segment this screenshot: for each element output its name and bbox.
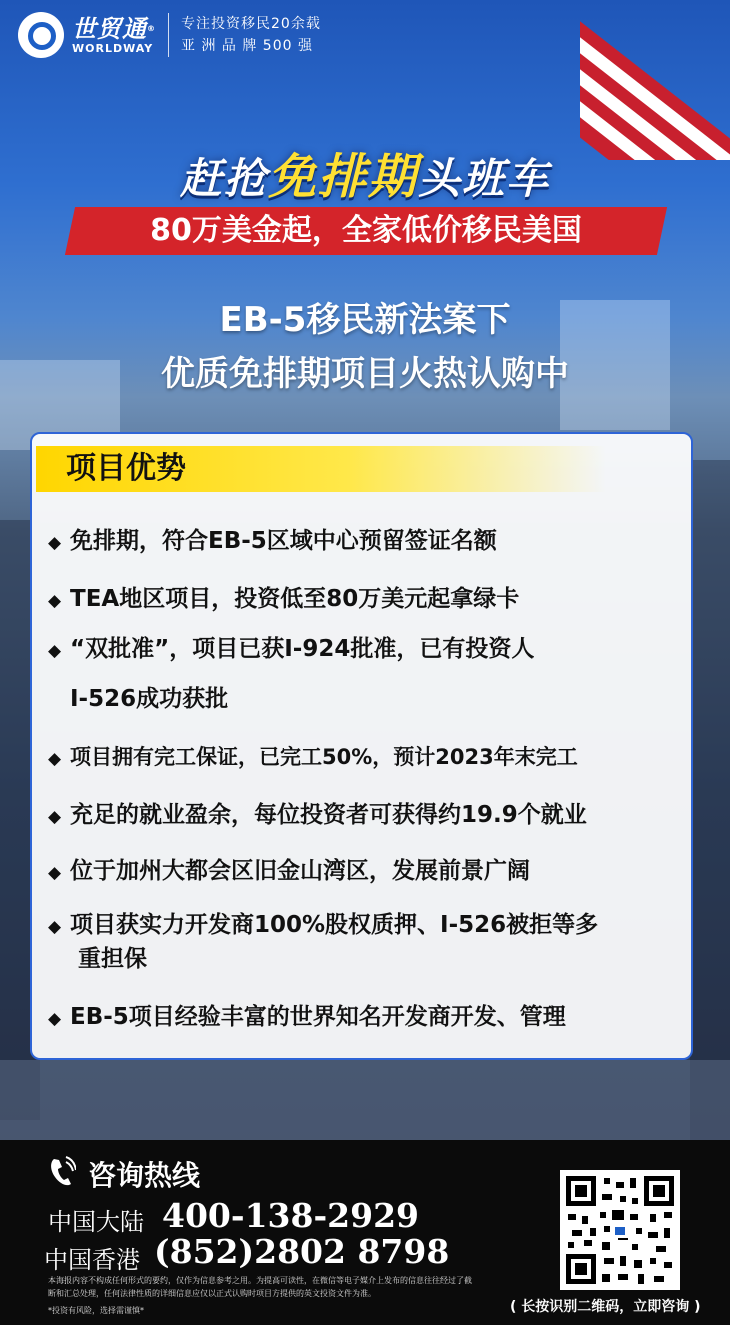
hotline-title: 咨询热线 <box>88 1159 201 1192</box>
diamond-bullet-icon: ◆ <box>48 807 62 827</box>
hero-ribbon-text: 80万美金起，全家低价移民美国 <box>150 213 582 248</box>
hk-label: 中国香港 <box>44 1246 140 1274</box>
list-item-continuation: I-526成功获批 <box>70 686 229 712</box>
hero-subtitle-1: EB-5移民新法案下 <box>219 300 511 340</box>
brand-logo <box>18 12 321 58</box>
hero-subtitle-2: 优质免排期项目火热认购中 <box>161 354 569 394</box>
disclaimer-line-1: 本海报内容不构成任何形式的要约，仅作为信息参考之用。为提高可读性，在微信等电子媒介上发布的信息往往经过了截 <box>48 1276 472 1285</box>
advantages-card <box>30 432 693 1060</box>
diamond-bullet-icon: ◆ <box>48 1009 62 1029</box>
hk-phone-number[interactable]: (852)2802 8798 <box>154 1232 450 1271</box>
list-item: ◆ EB-5项目经验丰富的世界知名开发商开发、管理 <box>48 1000 566 1036</box>
brand-slogan: 专注投资移民20余载 亚 洲 品 牌 500 强 <box>181 16 321 54</box>
diamond-bullet-icon: ◆ <box>48 591 62 611</box>
list-item: ◆ 免排期，符合EB-5区域中心预留签证名额 <box>48 524 497 560</box>
card-header <box>36 446 606 492</box>
qr-code-icon <box>560 1170 680 1290</box>
list-item: ◆ “双批准”，项目已获I-924批准，已有投资人 <box>48 632 534 668</box>
list-item: ◆ 位于加州大都会区旧金山湾区，发展前景广阔 <box>48 854 530 890</box>
contact-footer <box>0 1140 730 1325</box>
us-flag-decoration <box>580 0 730 160</box>
brand-name-en: WORLDWAY <box>72 41 154 55</box>
mainland-label: 中国大陆 <box>48 1208 144 1236</box>
diamond-bullet-icon: ◆ <box>48 533 62 553</box>
disclaimer-line-3: *投资有风险，选择需谨慎* <box>48 1306 144 1315</box>
card-title: 项目优势 <box>66 451 186 486</box>
list-item: ◆ 充足的就业盈余，每位投资者可获得约19.9个就业 <box>48 798 587 834</box>
worldway-logo-icon <box>18 12 64 58</box>
hero-title: 赶抢免排期头班车 <box>179 149 551 205</box>
logo-divider <box>168 13 169 57</box>
list-item-continuation: 重担保 <box>78 946 147 972</box>
diamond-bullet-icon: ◆ <box>48 641 62 661</box>
disclaimer-line-2: 断和汇总处理，任何法律性质的详细信息应仅以正式认购时项目方提供的英文投资文件为准。 <box>48 1289 376 1298</box>
qr-code[interactable] <box>560 1170 680 1290</box>
diamond-bullet-icon: ◆ <box>48 863 62 883</box>
phone-icon <box>48 1156 76 1188</box>
mainland-phone-number[interactable]: 400-138-2929 <box>162 1196 420 1235</box>
diamond-bullet-icon: ◆ <box>48 917 62 937</box>
list-item: ◆ TEA地区项目，投资低至80万美元起拿绿卡 <box>48 582 519 618</box>
qr-caption: ( 长按识别二维码，立即咨询 ) <box>510 1299 701 1315</box>
list-item: ◆ 项目拥有完工保证，已完工50%，预计2023年末完工 <box>48 740 578 776</box>
list-item: ◆ 项目获实力开发商100%股权质押、I-526被拒等多 <box>48 908 598 944</box>
brand-name-cn: 世贸通® <box>72 14 156 43</box>
diamond-bullet-icon: ◆ <box>48 749 62 769</box>
